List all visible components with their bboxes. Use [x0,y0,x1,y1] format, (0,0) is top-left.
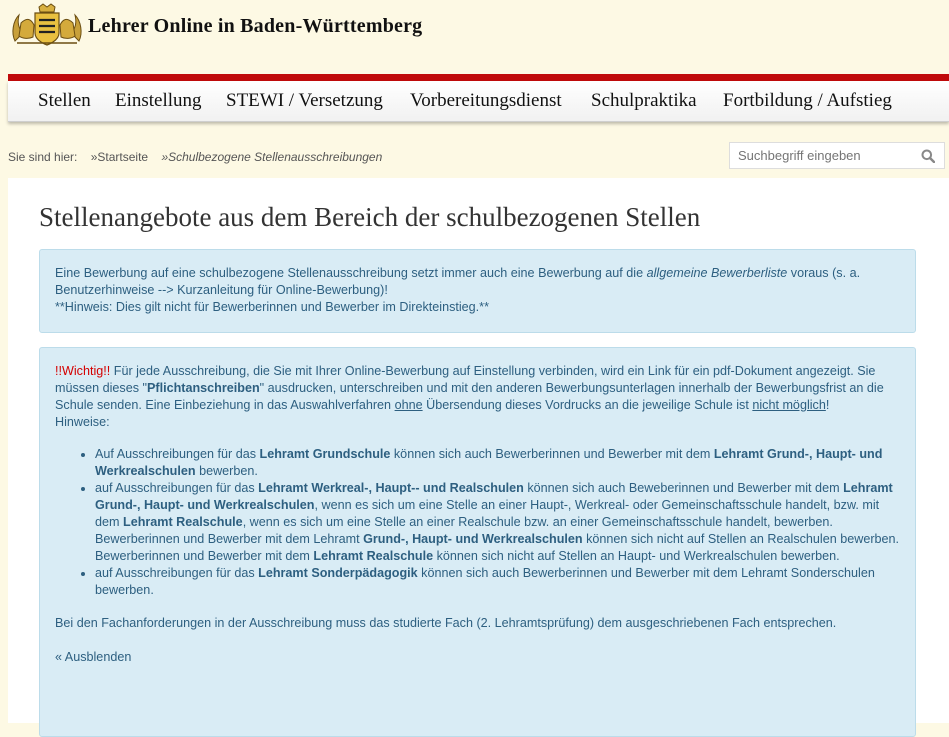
text-part: , wenn es sich um eine Stelle an einer Realschule bzw. an einer Gemeinschaftsschule handelt, bewerben. [242,515,833,529]
text-part: ! [825,398,830,412]
ohne-underline: ohne [394,398,423,412]
info-text-bewerberliste [55,265,900,299]
info-box-pflichtanschreiben [39,347,916,737]
main-content [8,178,949,723]
text-part: auf Ausschreibungen für das [95,566,259,580]
text-part: Bewerberinnen und Bewerber mit dem Lehramt [95,532,364,546]
hinweis-item-sonderpaedagogik [95,565,900,599]
bold-term: Lehramt Realschule [123,515,243,529]
text-part: können sich auch Beweberinnen und Bewerber mit dem [523,481,844,495]
main-navigation [8,81,949,122]
search-input[interactable] [738,143,918,168]
text-part: Auf Ausschreibungen für das [95,447,260,461]
pflichtanschreiben-bold: Pflichtanschreiben [146,381,260,395]
fachanforderungen-text: Bei den Fachanforderungen in der Ausschreibung muss das studierte Fach (2. Lehramtsprüfung) dem ausgeschriebenen Fach entsprechen. [55,616,837,630]
bold-term: Lehramt Grundschule [259,447,391,461]
info-text-direkteinstieg: **Hinweis: Dies gilt nicht für Bewerberinnen und Bewerber im Direkteinstieg.** [55,300,489,314]
breadcrumb-label: Sie sind hier: [8,150,78,164]
hinweise-label: Hinweise: [55,415,110,429]
coat-of-arms-icon[interactable] [9,3,85,47]
bold-term: Grund-, Haupt- und Werkrealschulen [363,532,583,546]
page-title: Stellenangebote aus dem Bereich der schulbezogenen Stellen [39,202,701,232]
nav-item-einstellung[interactable]: Einstellung [115,90,202,111]
nav-item-stewi-versetzung[interactable]: STEWI / Versetzung [226,90,383,111]
nicht-moeglich-underline: nicht möglich [752,398,826,412]
text-part: Für jede Ausschreibung, die Sie mit Ihrer Online-Bewerbung auf Einstellung verbinden, wird ein Link für ein pdf-Dokument angezeigt. Sie müssen dieses " [55,364,876,395]
text-part: können sich auch Bewerberinnen und Bewerber mit dem Lehramt Sonderschulen bewerben. [95,566,875,597]
text-part: auf Ausschreibungen für das [95,481,259,495]
text-part: können sich nicht auf Stellen an Haupt- und Werkrealschulen bewerben. [433,549,840,563]
text-part: bewerben. [195,464,258,478]
hinweis-item-werkreal-haupt-real [95,480,900,565]
bold-term: Lehramt Realschule [313,549,434,563]
bold-term: Lehramt Werkreal-, Haupt-- und Realschulen [258,481,524,495]
search-icon[interactable] [921,149,935,163]
text-part: Übersendung dieses Vordrucks an die jeweilige Schule ist [422,398,753,412]
search-box [729,142,945,169]
hinweise-list [55,446,900,599]
info-text-part: voraus (s. a. Benutzerhinweise --> Kurzanleitung für Online-Bewerbung)! [55,266,861,297]
text-part: , wenn es sich um eine Stelle an einer Haupt-, Werkreal- oder Gemeinschaftsschule handelt, bzw. mit dem [95,498,880,529]
pflichtanschreiben-text [55,363,900,414]
bold-term: Lehramt Grund-, Haupt- und Werkrealschulen [95,481,893,512]
site-header [0,0,949,74]
ausblenden-link[interactable]: « Ausblenden [55,650,132,664]
bold-term: Lehramt Grund-, Haupt- und Werkrealschulen [95,447,883,478]
info-box-bewerberliste [39,249,916,333]
breadcrumb [8,150,382,164]
info-text-part: Eine Bewerbung auf eine schulbezogene Stellenausschreibung setzt immer auch eine Bewerbung auf die [55,266,647,280]
nav-item-vorbereitungsdienst[interactable]: Vorbereitungsdienst [410,90,562,111]
breadcrumb-home-link[interactable]: »Startseite [90,150,149,164]
allgemeine-bewerberliste-text: allgemeine Bewerberliste [646,266,788,280]
site-title[interactable]: Lehrer Online in Baden-Württemberg [88,15,423,37]
wichtig-warning: !!Wichtig!! [55,364,111,378]
header-accent-bar [8,74,949,81]
text-part: " ausdrucken, unterschreiben und mit den anderen Bewerbungsunterlagen innerhalb der Bewerbungsfrist an die Schule senden. Eine Einbeziehung in das Auswahlverfahren [55,381,884,412]
nav-item-stellen[interactable]: Stellen [38,90,91,111]
bold-term: Lehramt Sonderpädagogik [258,566,418,580]
hinweis-item-grundschule [95,446,900,480]
text-part: können sich nicht auf Stellen an Realschulen bewerben. Bewerberinnen und Bewerber mit dem [95,532,900,563]
nav-item-fortbildung-aufstieg[interactable]: Fortbildung / Aufstieg [723,90,892,111]
text-part: können sich auch Bewerberinnen und Bewerber mit dem [390,447,714,461]
nav-item-schulpraktika[interactable]: Schulpraktika [591,90,697,111]
breadcrumb-current[interactable]: »Schulbezogene Stellenausschreibungen [161,150,383,164]
